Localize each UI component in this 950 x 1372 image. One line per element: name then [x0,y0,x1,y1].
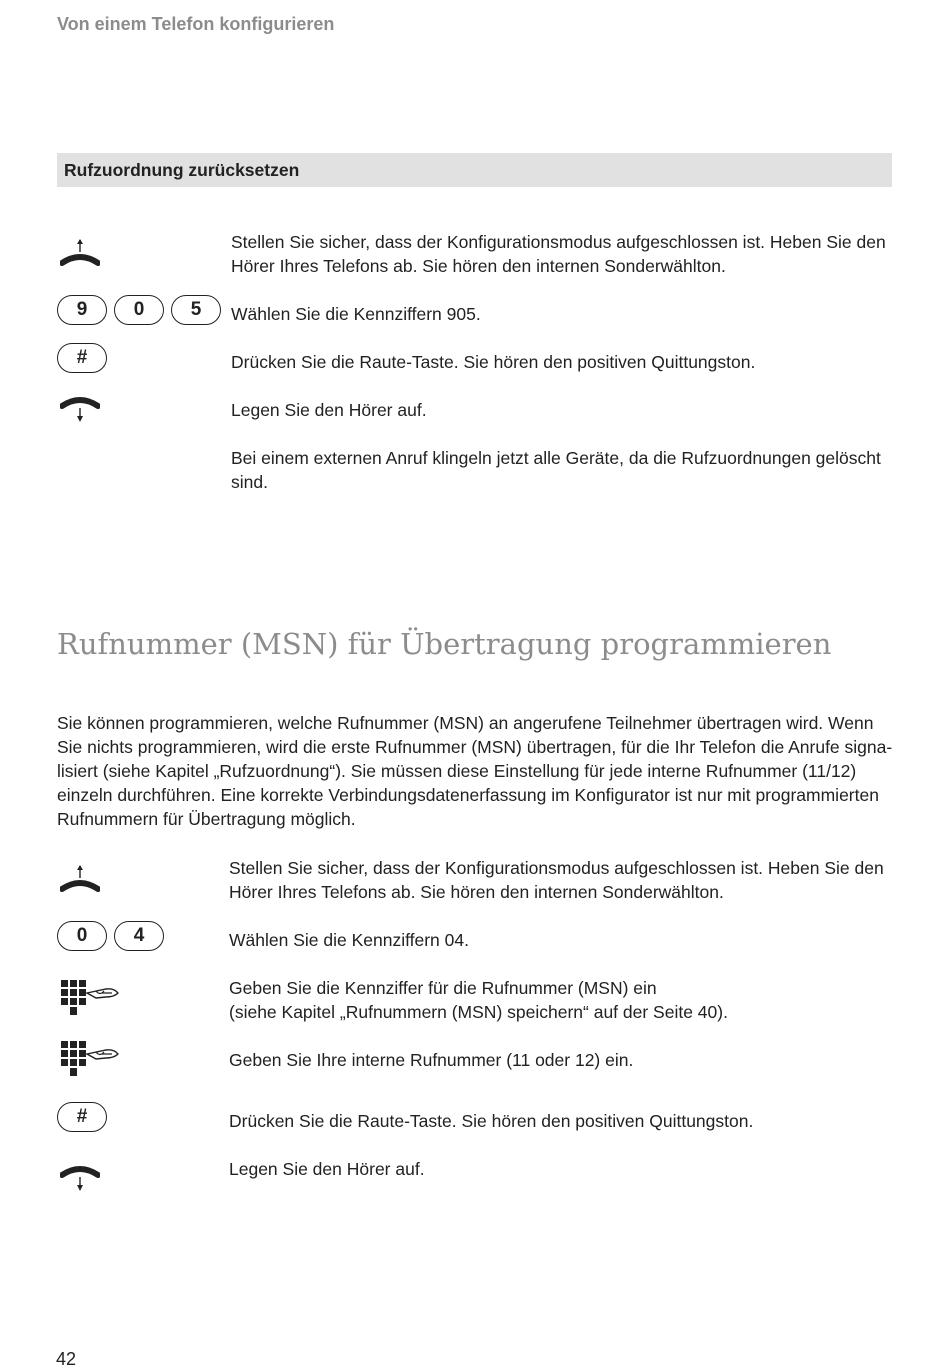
text-line: Drücken Sie die Raute-Taste. Sie hören den positiven Quittungston. [231,352,756,372]
step-text [229,856,884,904]
text-line: (siehe Kapitel „Rufnummern (MSN) speichern“ auf der Seite 40). [229,1002,728,1022]
text-line: Geben Sie die Kennziffer für die Rufnummer (MSN) ein [229,978,657,998]
key-9: 9 [57,295,107,325]
running-header: Von einem Telefon konfigurieren [57,14,335,34]
text-line: lisiert (siehe Kapitel „Rufzuordnung“). Sie müssen diese Einstellung für jede interne Rufnummer (11/12) [57,761,857,781]
keypad-enter-icon [60,1040,122,1082]
handset-off-hook-icon [60,864,100,894]
step-text [231,446,881,494]
text-line: Hörer Ihres Telefons ab. Sie hören den internen Sonderwählton. [231,256,726,276]
section-title: Rufnummer (MSN) für Übertragung programmieren [57,627,832,661]
intro-paragraph [57,711,897,831]
step-text [229,928,469,952]
text-line: sind. [231,472,268,492]
step-text [229,1109,753,1133]
handset-on-hook-icon [60,396,100,426]
text-line: Geben Sie Ihre interne Rufnummer (11 oder 12) ein. [229,1050,634,1070]
text-line: Hörer Ihres Telefons ab. Sie hören den internen Sonderwählton. [229,882,724,902]
step-text [231,398,427,422]
text-line: einzeln durchführen. Eine korrekte Verbindungsdatenerfassung im Konfigurator ist nur mit programmierten [57,785,879,805]
text-line: Wählen Sie die Kennziffern 04. [229,930,469,950]
keypad-enter-icon [60,979,122,1021]
text-line: Rufnummern für Übertragung möglich. [57,809,356,829]
text-line: Wählen Sie die Kennziffern 905. [231,304,481,324]
step-text [231,350,755,374]
key-0: 0 [57,921,107,951]
text-line: Legen Sie den Hörer auf. [231,400,427,420]
text-line: Sie können programmieren, welche Rufnummer (MSN) an angerufene Teilnehmer übertragen wird. Wenn [57,713,874,733]
step-text [229,1157,425,1181]
section-heading-bar [57,153,892,187]
hash-key-icon: # [57,1102,107,1132]
handset-off-hook-icon [60,238,100,268]
text-line: Drücken Sie die Raute-Taste. Sie hören den positiven Quittungston. [229,1111,754,1131]
step-text [231,302,481,326]
text-line: Stellen Sie sicher, dass der Konfigurationsmodus aufgeschlossen ist. Heben Sie den [231,232,886,252]
key-0: 0 [114,295,164,325]
step-text [229,976,728,1024]
handset-on-hook-icon [60,1165,100,1195]
key-4: 4 [114,921,164,951]
step-text [229,1048,633,1072]
section-heading: Rufzuordnung zurücksetzen [64,160,300,180]
hash-key-icon: # [57,343,107,373]
text-line: Sie nichts programmieren, wird die erste Rufnummer (MSN) übertragen, für die Ihr Telefon die Anrufe signa- [57,737,893,757]
key-5: 5 [171,295,221,325]
step-text [231,230,886,278]
text-line: Bei einem externen Anruf klingeln jetzt alle Geräte, da die Rufzuordnungen gelöscht [231,448,881,468]
text-line: Stellen Sie sicher, dass der Konfigurationsmodus aufgeschlossen ist. Heben Sie den [229,858,884,878]
text-line: Legen Sie den Hörer auf. [229,1159,425,1179]
page-number: 42 [56,1349,77,1369]
